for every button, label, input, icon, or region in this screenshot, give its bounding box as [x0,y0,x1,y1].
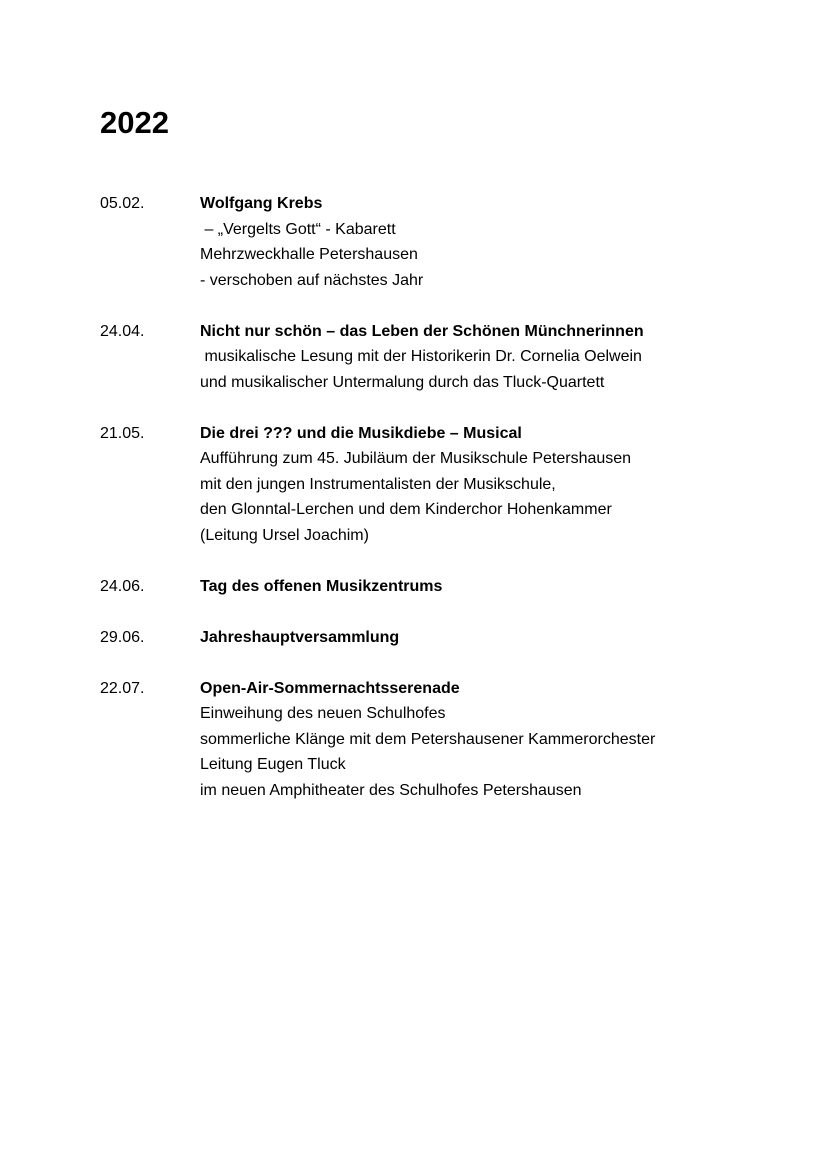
event-title: Jahreshauptversammlung [200,628,400,646]
event-detail-line: Leitung Eugen Tluck [200,756,346,773]
event-entry [100,625,800,651]
event-detail-line: - verschoben auf nächstes Jahr [200,271,424,289]
event-title: Open-Air-Sommernachtsserenade [200,679,460,697]
event-list [100,191,800,829]
event-detail-line: und musikalischer Untermalung durch das Tluck-Quartett [200,373,605,391]
event-entry [100,676,800,804]
event-detail-line: sommerliche Klänge mit dem Petershausener Kammerorchester [200,730,656,748]
event-date: 22.07. [100,679,145,697]
event-detail-line: musikalische Lesung mit der Historikerin Dr. Cornelia Oelwein [200,348,642,365]
event-entry [100,421,800,549]
event-detail-line: – „Vergelts Gott“ - Kabarett [200,220,396,238]
event-entry [100,574,800,600]
event-title: Tag des offenen Musikzentrums [200,577,443,595]
year-heading: 2022 [100,105,169,140]
event-date: 24.04. [100,322,145,340]
event-detail-line: Mehrzweckhalle Petershausen [200,246,418,263]
event-detail-line: im neuen Amphitheater des Schulhofes Petershausen [200,781,582,799]
event-detail-line: Aufführung zum 45. Jubiläum der Musikschule Petershausen [200,450,632,467]
event-date: 24.06. [100,577,145,595]
event-detail-line: Einweihung des neuen Schulhofes [200,705,446,722]
event-detail-line: den Glonntal-Lerchen und dem Kinderchor Hohenkammer [200,501,612,518]
event-entry [100,319,800,396]
event-detail-line: (Leitung Ursel Joachim) [200,526,369,544]
event-detail-line: mit den jungen Instrumentalisten der Musikschule, [200,475,556,493]
event-entry [100,191,800,293]
event-title: Wolfgang Krebs [200,195,323,212]
event-date: 21.05. [100,424,145,442]
event-date: 29.06. [100,628,145,646]
event-title: Nicht nur schön – das Leben der Schönen Münchnerinnen [200,322,644,340]
event-title: Die drei ??? und die Musikdiebe – Musical [200,424,522,442]
event-date: 05.02. [100,195,145,212]
